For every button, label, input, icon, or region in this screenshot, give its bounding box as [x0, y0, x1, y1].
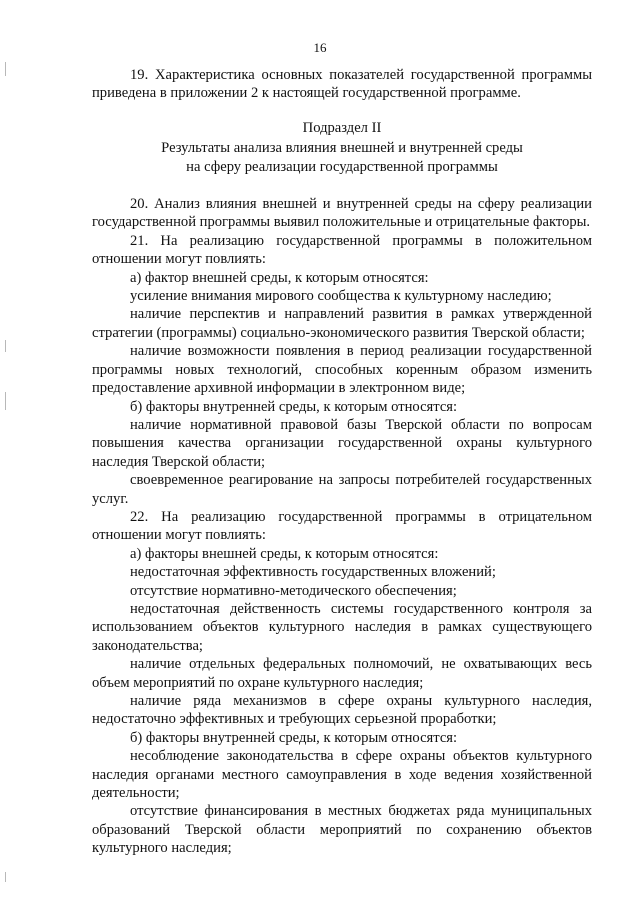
- paragraph: 21. На реализацию государственной программы в положительном отношении могут повлиять:: [92, 232, 592, 268]
- paragraph: 20. Анализ влияния внешней и внутренней среды на сферу реализации государственной программы выявил положительные и отрицательные факторы.: [92, 196, 592, 231]
- paragraph: усиление внимания мирового сообщества к культурному наследию;: [130, 288, 552, 305]
- paragraph: б) факторы внутренней среды, к которым относятся:: [130, 398, 458, 415]
- subsection-subtitle-line-2: на сферу реализации государственной программы: [186, 158, 498, 175]
- subsection-title: Подраздел II: [302, 119, 382, 136]
- paragraph: 22. На реализацию государственной программы в отрицательном отношении могут повлиять:: [92, 508, 592, 544]
- margin-mark: [5, 872, 6, 882]
- paragraph: б) факторы внутренней среды, к которым относятся:: [130, 729, 458, 746]
- subsection-subtitle-line-1: Результаты анализа влияния внешней и внутренней среды: [161, 140, 523, 157]
- paragraph: отсутствие нормативно-методического обеспечения;: [130, 582, 457, 599]
- paragraph: отсутствие финансирования в местных бюджетах ряда муниципальных образований Тверской области мероприятий по сохранению объектов культурного наследия;: [92, 803, 592, 857]
- paragraph: а) фактор внешней среды, к которым относятся:: [130, 269, 429, 286]
- margin-mark: [5, 62, 6, 76]
- margin-mark: [5, 392, 6, 410]
- paragraph: а) факторы внешней среды, к которым относятся:: [130, 545, 439, 562]
- paragraph: 19. Характеристика основных показателей государственной программы приведена в приложении 2 к настоящей государственной программе.: [92, 67, 592, 102]
- margin-mark: [5, 340, 6, 352]
- paragraph: наличие отдельных федеральных полномочий, не охватывающих весь объем мероприятий по охране культурного наследия;: [92, 656, 592, 691]
- paragraph: несоблюдение законодательства в сфере охраны объектов культурного наследия органами местного самоуправления в ходе ведения хозяйственной деятельности;: [92, 748, 592, 802]
- paragraph: наличие перспектив и направлений развития в рамках утвержденной стратегии (программы) социально-экономического развития Тверской области;: [92, 306, 592, 341]
- subsection-heading: [92, 119, 592, 176]
- paragraph: своевременное реагирование на запросы потребителей государственных услуг.: [92, 472, 592, 507]
- page-number: 16: [313, 40, 327, 55]
- paragraph: наличие возможности появления в период реализации государственной программы новых технологий, способных коренным образом изменить предоставление архивной информации в электронном виде;: [92, 343, 592, 397]
- paragraph: наличие нормативной правовой базы Тверской области по вопросам повышения качества организации государственной охраны культурного наследия Тверской области;: [92, 416, 592, 470]
- document-body: [92, 66, 592, 858]
- paragraph: наличие ряда механизмов в сфере охраны культурного наследия, недостаточно эффективных и требующих серьезной проработки;: [92, 693, 592, 728]
- paragraph: недостаточная действенность системы государственного контроля за использованием объектов культурного наследия в рамках существующего законодательства;: [92, 600, 592, 654]
- paragraph: недостаточная эффективность государственных вложений;: [130, 564, 496, 581]
